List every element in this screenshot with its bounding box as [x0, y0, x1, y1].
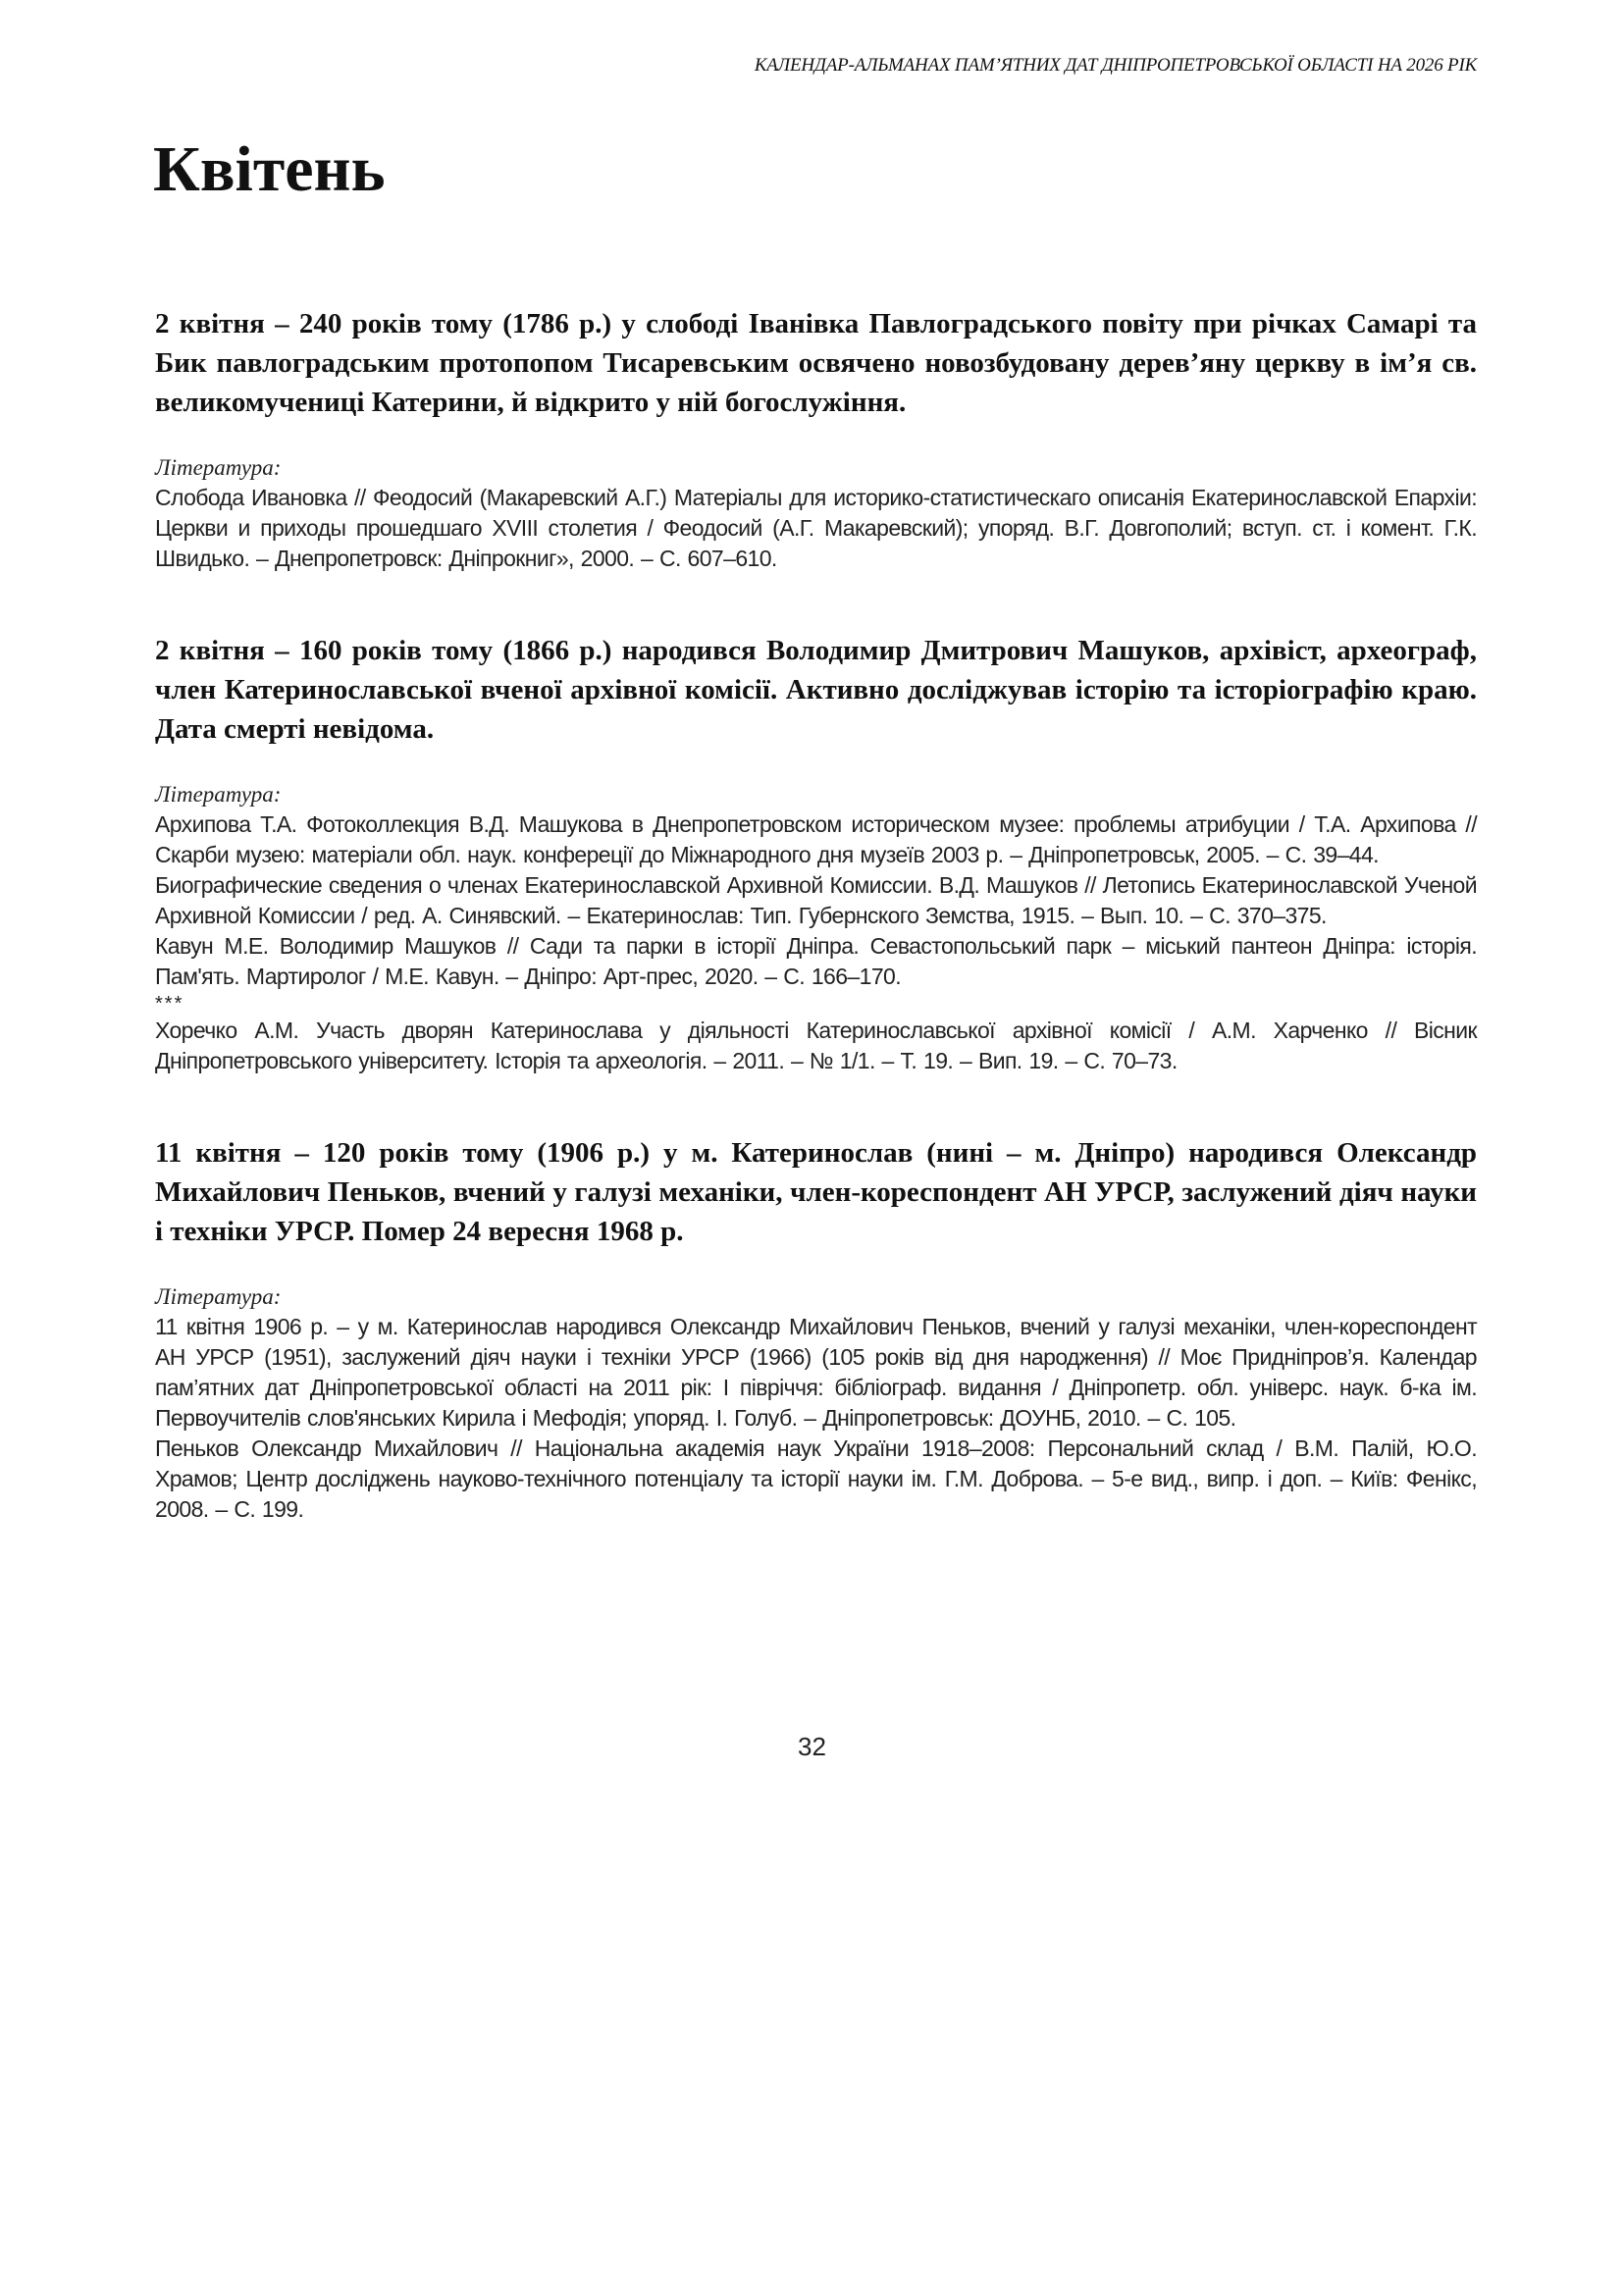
- event-description: 2 квітня – 160 років тому (1866 р.) народився Володимир Дмитрович Машуков, архівіст, археограф, член Катеринославської вченої архівної комісії. Активно досліджував історію та історіографію краю. Дата смерті невідома.: [155, 635, 1477, 745]
- event-description: 2 квітня – 240 років тому (1786 р.) у слободі Іванівка Павлоградського повіту при річках Самарі та Бик павлоградським протопопом Тисаревським освячено новозбудовану дерев’яну церкву в ім’я св. великомучениці Катерини, й відкрито у ній богослужіння.: [155, 308, 1477, 418]
- event-description: 11 квітня – 120 років тому (1906 р.) у м. Катеринослав (нині – м. Дніпро) народився Олександр Михайлович Пеньков, вчений у галузі механіки, член-кореспондент АН УРСР, заслужений діяч науки і техніки УРСР. Помер 24 вересня 1968 р.: [155, 1137, 1477, 1247]
- literature-label: Література:: [155, 782, 282, 807]
- literature-label: Література:: [155, 455, 282, 480]
- entries-list: [155, 304, 1477, 1582]
- literature-item: Слобода Ивановка // Феодосий (Макаревский А.Г.) Матеріалы для историко-статистическаго описанія Екатеринославской Епархіи: Церкви и приходы прошедшаго XVIII столетия / Феодосий (А.Г. Макаревский); упоряд. В.Г. Довгополий; вступ. ст. і комент. Г.К. Швидько. – Днепропетровск: Дніпрокниг», 2000. – С. 607–610.: [155, 485, 1477, 571]
- literature-item: Пеньков Олександр Михайлович // Національна академія наук України 1918–2008: Персональний склад / В.М. Палій, Ю.О. Храмов; Центр досліджень науково-технічного потенціалу та історії науки ім. Г.М. Доброва. – 5-е вид., випр. і доп. – Київ: Фенікс, 2008. – С. 199.: [155, 1435, 1477, 1522]
- literature-label: Література:: [155, 1284, 282, 1309]
- literature-item: Архипова Т.А. Фотоколлекция В.Д. Машукова в Днепропетровском историческом музее: проблемы атрибуции / Т.А. Архипова // Скарби музею: матеріали обл. наук. конфереції до Міжнародного дня музеїв 2003 р. – Дніпропетровськ, 2005. – С. 39–44.: [155, 811, 1477, 867]
- calendar-entry: [155, 304, 1477, 574]
- literature-item: Биографические сведения о членах Екатеринославской Архивной Комиссии. В.Д. Машуков // Летопись Екатеринославской Ученой Архивной Комиссии / ред. А. Синявский. – Екатеринослав: Тип. Губернского Земства, 1915. – Вып. 10. – С. 370–375.: [155, 872, 1477, 928]
- page-number: 32: [798, 1732, 826, 1761]
- literature-separator: ***: [155, 993, 184, 1015]
- literature-item: 11 квітня 1906 р. – у м. Катеринослав народився Олександр Михайлович Пеньков, вчений у галузі механіки, член-кореспондент АН УРСР (1951), заслужений діяч науки і техніки УРСР (1966) (105 років від дня народження) // Моє Придніпров’я. Календар пам’ятних дат Дніпропетровської області на 2011 рік: І півріччя: бібліограф. видання / Дніпропетр. обл. універс. наук. б-ка ім. Первоучителів слов'янських Кирила і Мефодія; упоряд. І. Голуб. – Дніпропетровськ: ДОУНБ, 2010. – С. 105.: [155, 1314, 1477, 1431]
- calendar-entry: [155, 631, 1477, 1076]
- running-header: КАЛЕНДАР-АЛЬМАНАХ ПАМ’ЯТНИХ ДАТ ДНІПРОПЕТРОВСЬКОЇ ОБЛАСТІ НА 2026 РІК: [754, 55, 1477, 76]
- calendar-entry: [155, 1133, 1477, 1525]
- literature-item: Кавун М.Е. Володимир Машуков // Сади та парки в історії Дніпра. Севастопольський парк – міський пантеон Дніпра: історія. Пам'ять. Мартиролог / М.Е. Кавун. – Дніпро: Арт-прес, 2020. – С. 166–170.: [155, 933, 1477, 989]
- literature-item: Хоречко А.М. Участь дворян Катеринослава у діяльності Катеринославської архівної комісії / А.М. Харченко // Вісник Дніпропетровського університету. Історія та археологія. – 2011. – № 1/1. – Т. 19. – Вип. 19. – С. 70–73.: [155, 1017, 1477, 1073]
- month-title: Квітень: [153, 133, 386, 205]
